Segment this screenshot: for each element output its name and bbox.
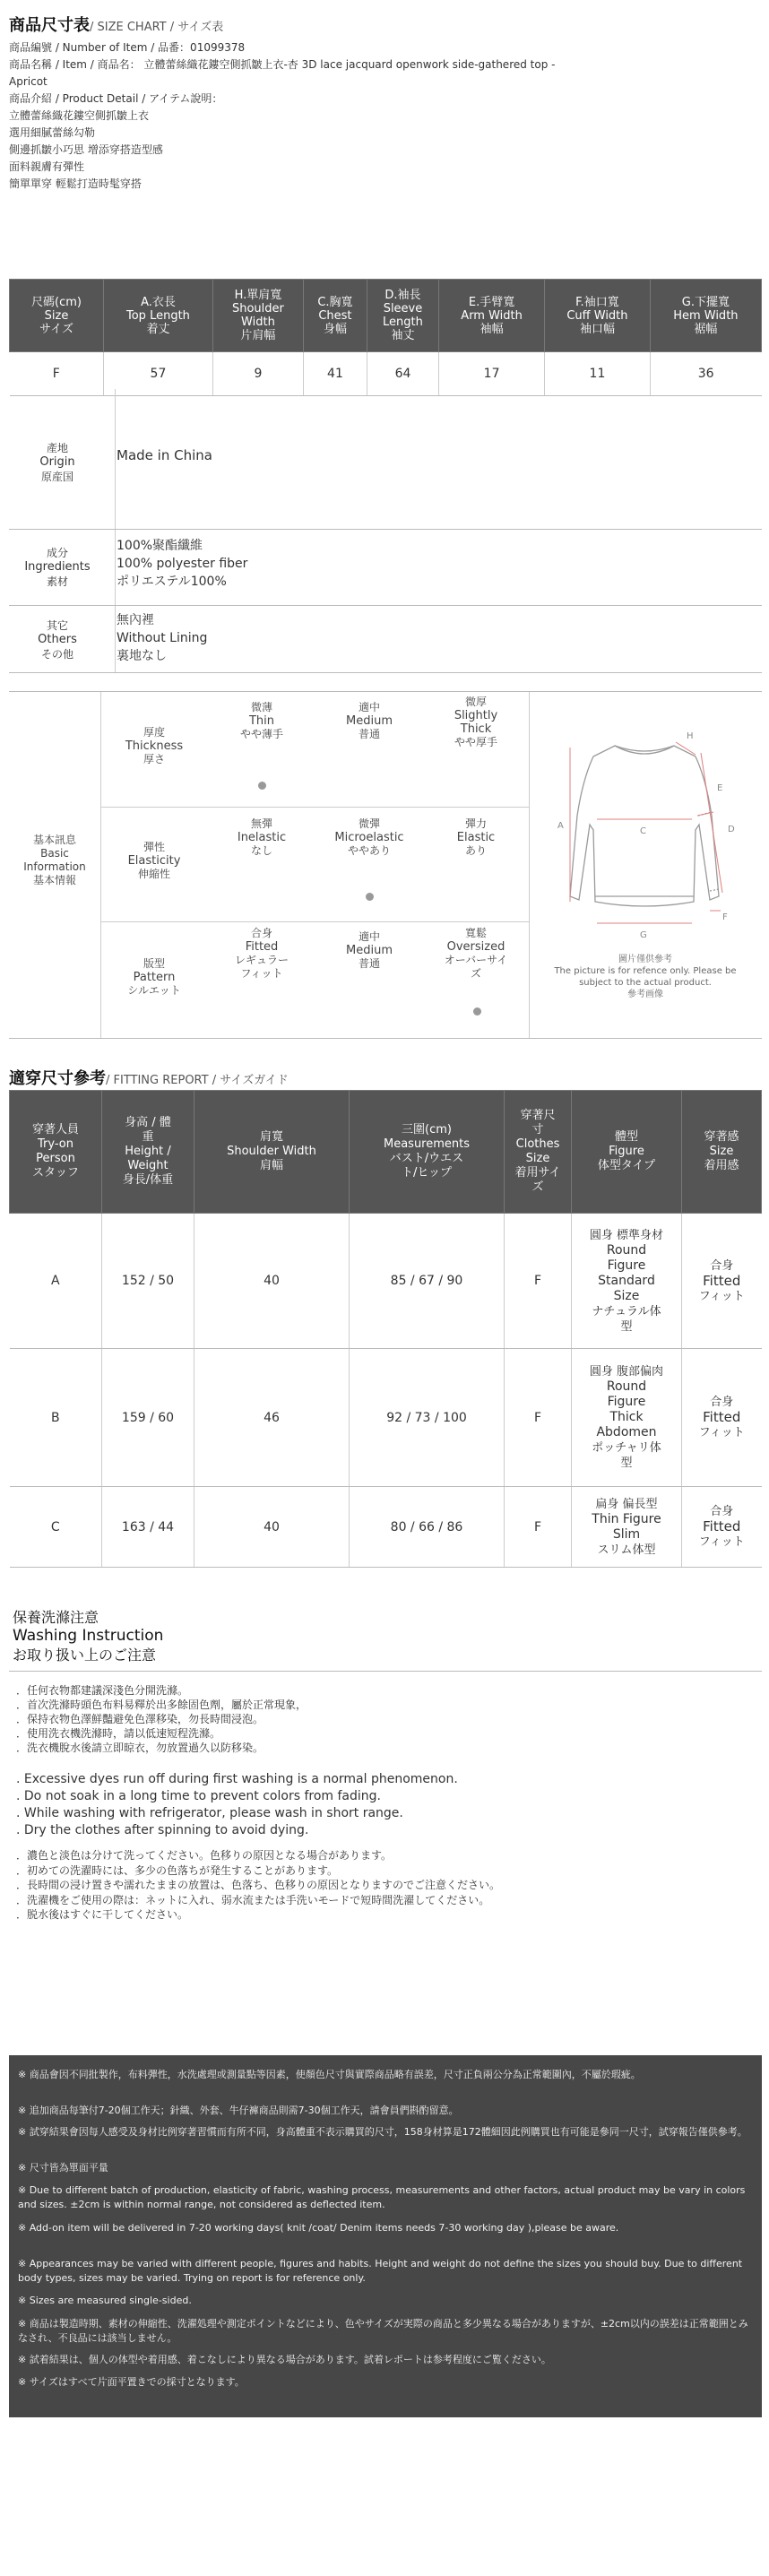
cell-shoulder: 40 [194, 1214, 350, 1349]
others-label [9, 618, 106, 661]
cell-person: B [10, 1349, 102, 1487]
ingredients-values [117, 537, 247, 591]
list-item: ．任何衣物都建議深淺色分開洗滌。 [16, 1684, 189, 1697]
fitting-title-main: 適穿尺寸參考 [9, 1069, 106, 1088]
cell-height-weight: 159 / 60 [102, 1349, 194, 1487]
elasticity-option-inelastic: 無彈 Inelastic なし [237, 817, 287, 857]
divider [9, 1671, 762, 1672]
header-size-feel: 穿著感 Size 着用感 [682, 1091, 762, 1214]
detail-line: 側邊抓皺小巧思 增添穿搭造型感 [9, 143, 163, 156]
note-item: ※ Appearances may be varied with different people, figures and habits. Height and weight do not define the sizes you should buy. Due to different body types, sizes may be varied. Trying on report is for reference only. [18, 2258, 743, 2284]
washing-list-ja [16, 1848, 500, 1923]
origin-block [9, 389, 762, 530]
elasticity-label: 彈性 Elasticity 伸縮性 [127, 841, 181, 880]
origin-label [9, 441, 106, 484]
divider [115, 530, 116, 605]
cell-shoulder: 40 [194, 1487, 350, 1568]
list-item: ．首次洗滌時頭色布料易釋於出多餘固色劑，屬於正常現象， [16, 1699, 307, 1711]
note-item: ※ 追加商品每筆付7-20個工作天；針織、外套、牛仔褲商品則需7-30個工作天，請會員們斟酌留意。 [18, 2105, 459, 2116]
selected-dot [258, 782, 266, 790]
label-zh: 其它 [46, 619, 68, 632]
cell-clothes-size: F [505, 1349, 572, 1487]
cell-cuff-width: 11 [545, 352, 651, 396]
header-section [9, 13, 762, 193]
thickness-option-thin: 微薄 Thin やや薄手 [239, 701, 283, 740]
cell-hem-width: 36 [650, 352, 761, 396]
ingredients-label [9, 546, 106, 589]
washing-section [9, 1586, 762, 2044]
header-figure: 體型 Figure 体型タイプ [572, 1091, 682, 1214]
label-en: Others [38, 633, 77, 646]
other-ja: 裏地なし [117, 649, 167, 663]
ingredient-ja: ポリエステル100% [117, 575, 227, 589]
detail-line: 立體蕾絲織花鏤空側抓皺上衣 [9, 109, 150, 122]
item-number: 商品編號 / Number of Item / 品番：01099378 [9, 41, 246, 54]
pattern-label: 版型 Pattern シルエット [127, 957, 181, 997]
detail-line: 選用細膩蕾絲勾勒 [9, 126, 96, 139]
header-shoulder: 肩寬 Shoulder Width 肩幅 [194, 1091, 350, 1214]
divider [115, 389, 116, 529]
header-shoulder-width: H.單肩寬 Shoulder Width 片肩幅 [212, 280, 303, 352]
cell-shoulder-width: 9 [212, 352, 303, 396]
item-name-line-1: 商品名稱 / Item / 商品名： 立體蕾絲織花鏤空側抓皺上衣-杏 3D lace jacquard openwork side-gathered top - [9, 58, 556, 71]
cell-person: C [10, 1487, 102, 1568]
cell-height-weight: 152 / 50 [102, 1214, 194, 1349]
cell-figure: 扁身 偏長型 Thin Figure Slim スリム体型 [572, 1487, 682, 1568]
washing-title [13, 1608, 163, 1664]
detail-line: 面料親膚有彈性 [9, 160, 85, 173]
title-main: 商品尺寸表 [9, 16, 90, 35]
table-row [10, 1214, 762, 1349]
list-item: . Do not soak in a long time to prevent colors from fading. [16, 1789, 381, 1803]
list-item: . While washing with refrigerator, please wash in short range. [16, 1806, 403, 1820]
pattern-option-medium: 適中 Medium 普通 [346, 930, 393, 970]
label-ja: 素材 [46, 575, 68, 588]
cell-size-feel: 合身 Fitted フィット [682, 1214, 762, 1349]
cell-height-weight: 163 / 44 [102, 1487, 194, 1568]
cell-person: A [10, 1214, 102, 1349]
cell-clothes-size: F [505, 1214, 572, 1349]
ingredient-en: 100% polyester fiber [117, 557, 248, 571]
list-item: ．使用洗衣機洗滌時，請以低速短程洗滌。 [16, 1727, 221, 1740]
size-table [9, 279, 762, 396]
list-item: ．洗衣機脫水後請立即晾衣，勿放置過久以防移染。 [16, 1742, 264, 1754]
size-table-header [10, 280, 762, 352]
cell-shoulder: 46 [194, 1349, 350, 1487]
label-ja: 基本情報 [32, 874, 76, 886]
selected-dot [366, 893, 374, 901]
fitting-table-header [10, 1091, 762, 1214]
diagram-letter-f: F [722, 912, 728, 922]
page-title [9, 13, 762, 36]
header-arm-width: E.手臂寬 Arm Width 袖幅 [439, 280, 545, 352]
header-clothes-size: 穿著尺 寸 Clothes Size 着用サイ ズ [505, 1091, 572, 1214]
diagram-letter-h: H [687, 731, 694, 741]
note-item: ※ 尺寸皆為單面平量 [18, 2162, 108, 2174]
divider [100, 921, 529, 922]
fitting-title [9, 1066, 289, 1089]
header-height-weight: 身高 / 體 重 Height / Weight 身長/体重 [102, 1091, 194, 1214]
header-chest: C.胸寬 Chest 身幅 [303, 280, 367, 352]
list-item: ．濃色と淡色は分けて洗ってください。色移りの原因となる場合があります。 [16, 1849, 393, 1862]
other-zh: 無內裡 [117, 613, 154, 627]
thickness-label: 厚度 Thickness 厚さ [125, 726, 184, 765]
header-cuff-width: F.袖口寬 Cuff Width 袖口幅 [545, 280, 651, 352]
diagram-letter-g: G [640, 930, 647, 940]
label-en: Origin [39, 455, 75, 469]
note-item: ※ Due to different batch of production, elasticity of fabric, washing process, measurements and other factors, actual product may be vary in colors and sizes. ±2cm is within normal range, not considered as deflected item. [18, 2184, 746, 2210]
diagram-caption: 圖片僅供參考 The picture is for refence only. Please be subject to the actual product. 參考画像 [554, 955, 737, 999]
note-item: ※ 商品は製造時期、素材の伸縮性、洗濯処理や測定ポイントなどにより、色やサイズが実際の商品と多少異なる場合がありますが、±2cm以内の誤差は正常範囲とみなされ、不良品には該当しません。 [18, 2318, 748, 2344]
cell-measurements: 92 / 73 / 100 [350, 1349, 505, 1487]
origin-value: Made in China [117, 447, 212, 463]
list-item: ．脱水後はすぐに干してください。 [16, 1908, 189, 1921]
header-top-length: A.衣長 Top Length 着丈 [104, 280, 213, 352]
title-sub: / SIZE CHART / サイズ表 [90, 21, 224, 34]
diagram-letter-d: D [728, 825, 735, 834]
label-zh: 產地 [46, 442, 68, 454]
fitting-title-sub: / FITTING REPORT / サイズガイド [106, 1074, 289, 1087]
cell-size: F [10, 352, 104, 396]
cell-measurements: 80 / 66 / 86 [350, 1487, 505, 1568]
cell-measurements: 85 / 67 / 90 [350, 1214, 505, 1349]
list-item: ．洗濯機をご使用の際は：ネットに入れ、弱水流または手洗いモードで短時間洗濯してください。 [16, 1893, 490, 1906]
pattern-option-oversized: 寬鬆 Oversized オーバーサイ ズ [444, 927, 508, 980]
cell-figure: 圓身 標準身材 Round Figure Standard Size ナチュラル体 型 [572, 1214, 682, 1349]
header-sleeve-length: D.袖長 Sleeve Length 袖丈 [367, 280, 438, 352]
diagram-letter-c: C [640, 826, 646, 836]
other-en: Without Lining [117, 631, 208, 645]
table-row [10, 1487, 762, 1568]
label-zh: 成分 [46, 547, 68, 559]
selected-dot [473, 1007, 481, 1016]
label-zh: 基本訊息 [32, 834, 76, 846]
cell-arm-width: 17 [439, 352, 545, 396]
diagram-letter-e: E [717, 783, 723, 793]
note-item: ※ Add-on item will be delivered in 7-20 working days( knit /coat/ Denim items needs 7-30 working day ),please be aware. [18, 2222, 619, 2234]
washing-list-en [16, 1771, 458, 1839]
header-person: 穿著人員 Try-on Person スタッフ [10, 1091, 102, 1214]
others-block [9, 606, 762, 673]
header-size: 尺碼(cm) Size サイズ [10, 280, 104, 352]
basic-info-block [9, 691, 762, 1039]
others-values [117, 611, 207, 665]
label-ja: 原産国 [40, 471, 73, 483]
divider [529, 692, 530, 1038]
washing-list-zh [16, 1683, 307, 1755]
thickness-option-medium: 適中 Medium 普通 [346, 701, 393, 740]
cell-size-feel: 合身 Fitted フィット [682, 1487, 762, 1568]
label-ja: その他 [40, 648, 73, 661]
item-name-line-2: Apricot [9, 75, 48, 88]
ingredients-block [9, 530, 762, 606]
cell-figure: 圓身 腹部偏肉 Round Figure Thick Abdomen ポッチャリ体 型 [572, 1349, 682, 1487]
label-en: Information [23, 860, 86, 873]
table-row [10, 1349, 762, 1487]
list-item: ．長時間の浸け置きや濡れたままの放置は、色落ち、色移りの原因となりますのでご注意ください。 [16, 1879, 501, 1891]
label-en: Basic [40, 847, 69, 860]
sweater-measurement-diagram [552, 726, 737, 950]
cell-chest: 41 [303, 352, 367, 396]
elasticity-option-microelastic: 微彈 Microelastic ややあり [334, 817, 404, 857]
ingredient-zh: 100%聚酯纖維 [117, 539, 203, 553]
washing-title-ja: お取り扱い上のご注意 [13, 1647, 157, 1664]
notes-box [9, 2055, 762, 2417]
label-en: Ingredients [24, 560, 91, 574]
elasticity-option-elastic: 彈力 Elastic あり [456, 817, 496, 857]
detail-title: 商品介紹 / Product Detail / アイテム說明： [9, 92, 223, 105]
divider [115, 606, 116, 672]
list-item: . Dry the clothes after spinning to avoid dying. [16, 1823, 309, 1837]
detail-line: 簡單單穿 輕鬆打造時髦穿搭 [9, 177, 142, 190]
note-item: ※ 試穿結果會因每人感受及身材比例穿著習慣而有所不同，身高體重不表示購買的尺寸，158身材算是172體細因此例購買也有可能是參同一尺寸，試穿報告僅供參考。 [18, 2126, 747, 2138]
pattern-option-fitted: 合身 Fitted レギュラー フィット [234, 927, 289, 980]
cell-clothes-size: F [505, 1487, 572, 1568]
thickness-option-thick: 微厚 Slightly Thick やや厚手 [454, 696, 498, 748]
basic-info-label [9, 834, 100, 887]
cell-size-feel: 合身 Fitted フィット [682, 1349, 762, 1487]
header-hem-width: G.下擺寬 Hem Width 裾幅 [650, 280, 761, 352]
cell-top-length: 57 [104, 352, 213, 396]
diagram-letter-a: A [557, 821, 564, 831]
note-item: ※ Sizes are measured single-sided. [18, 2295, 192, 2306]
note-item: ※ サイズはすべて片面平置きでの採寸となります。 [18, 2376, 245, 2388]
header-measurements: 三圍(cm) Measurements バスト/ウエス ト/ヒップ [350, 1091, 505, 1214]
divider [100, 807, 529, 808]
cell-sleeve-length: 64 [367, 352, 438, 396]
list-item: ．保持衣物色澤鮮豔避免色澤移染，勿長時間浸泡。 [16, 1713, 264, 1725]
washing-title-en: Washing Instruction [13, 1627, 164, 1645]
list-item: ．初めての洗濯時には、多少の色落ちが発生することがあります。 [16, 1863, 339, 1877]
fitting-table [9, 1090, 762, 1568]
note-item: ※ 商品會因不同批製作，布料彈性，水洗處理或測量點等因素，使顏色尺寸與實際商品略有誤差，尺寸正負兩公分為正常範圍內，不屬於瑕疵。 [18, 2069, 641, 2080]
list-item: . Excessive dyes run off during first washing is a normal phenomenon. [16, 1772, 458, 1786]
washing-title-zh: 保養洗滌注意 [13, 1609, 99, 1626]
note-item: ※ 試着結果は、個人の体型や着用感、着こなしにより異なる場合があります。試着レポートは参考程度にご覧ください。 [18, 2354, 551, 2365]
item-info [9, 39, 762, 193]
